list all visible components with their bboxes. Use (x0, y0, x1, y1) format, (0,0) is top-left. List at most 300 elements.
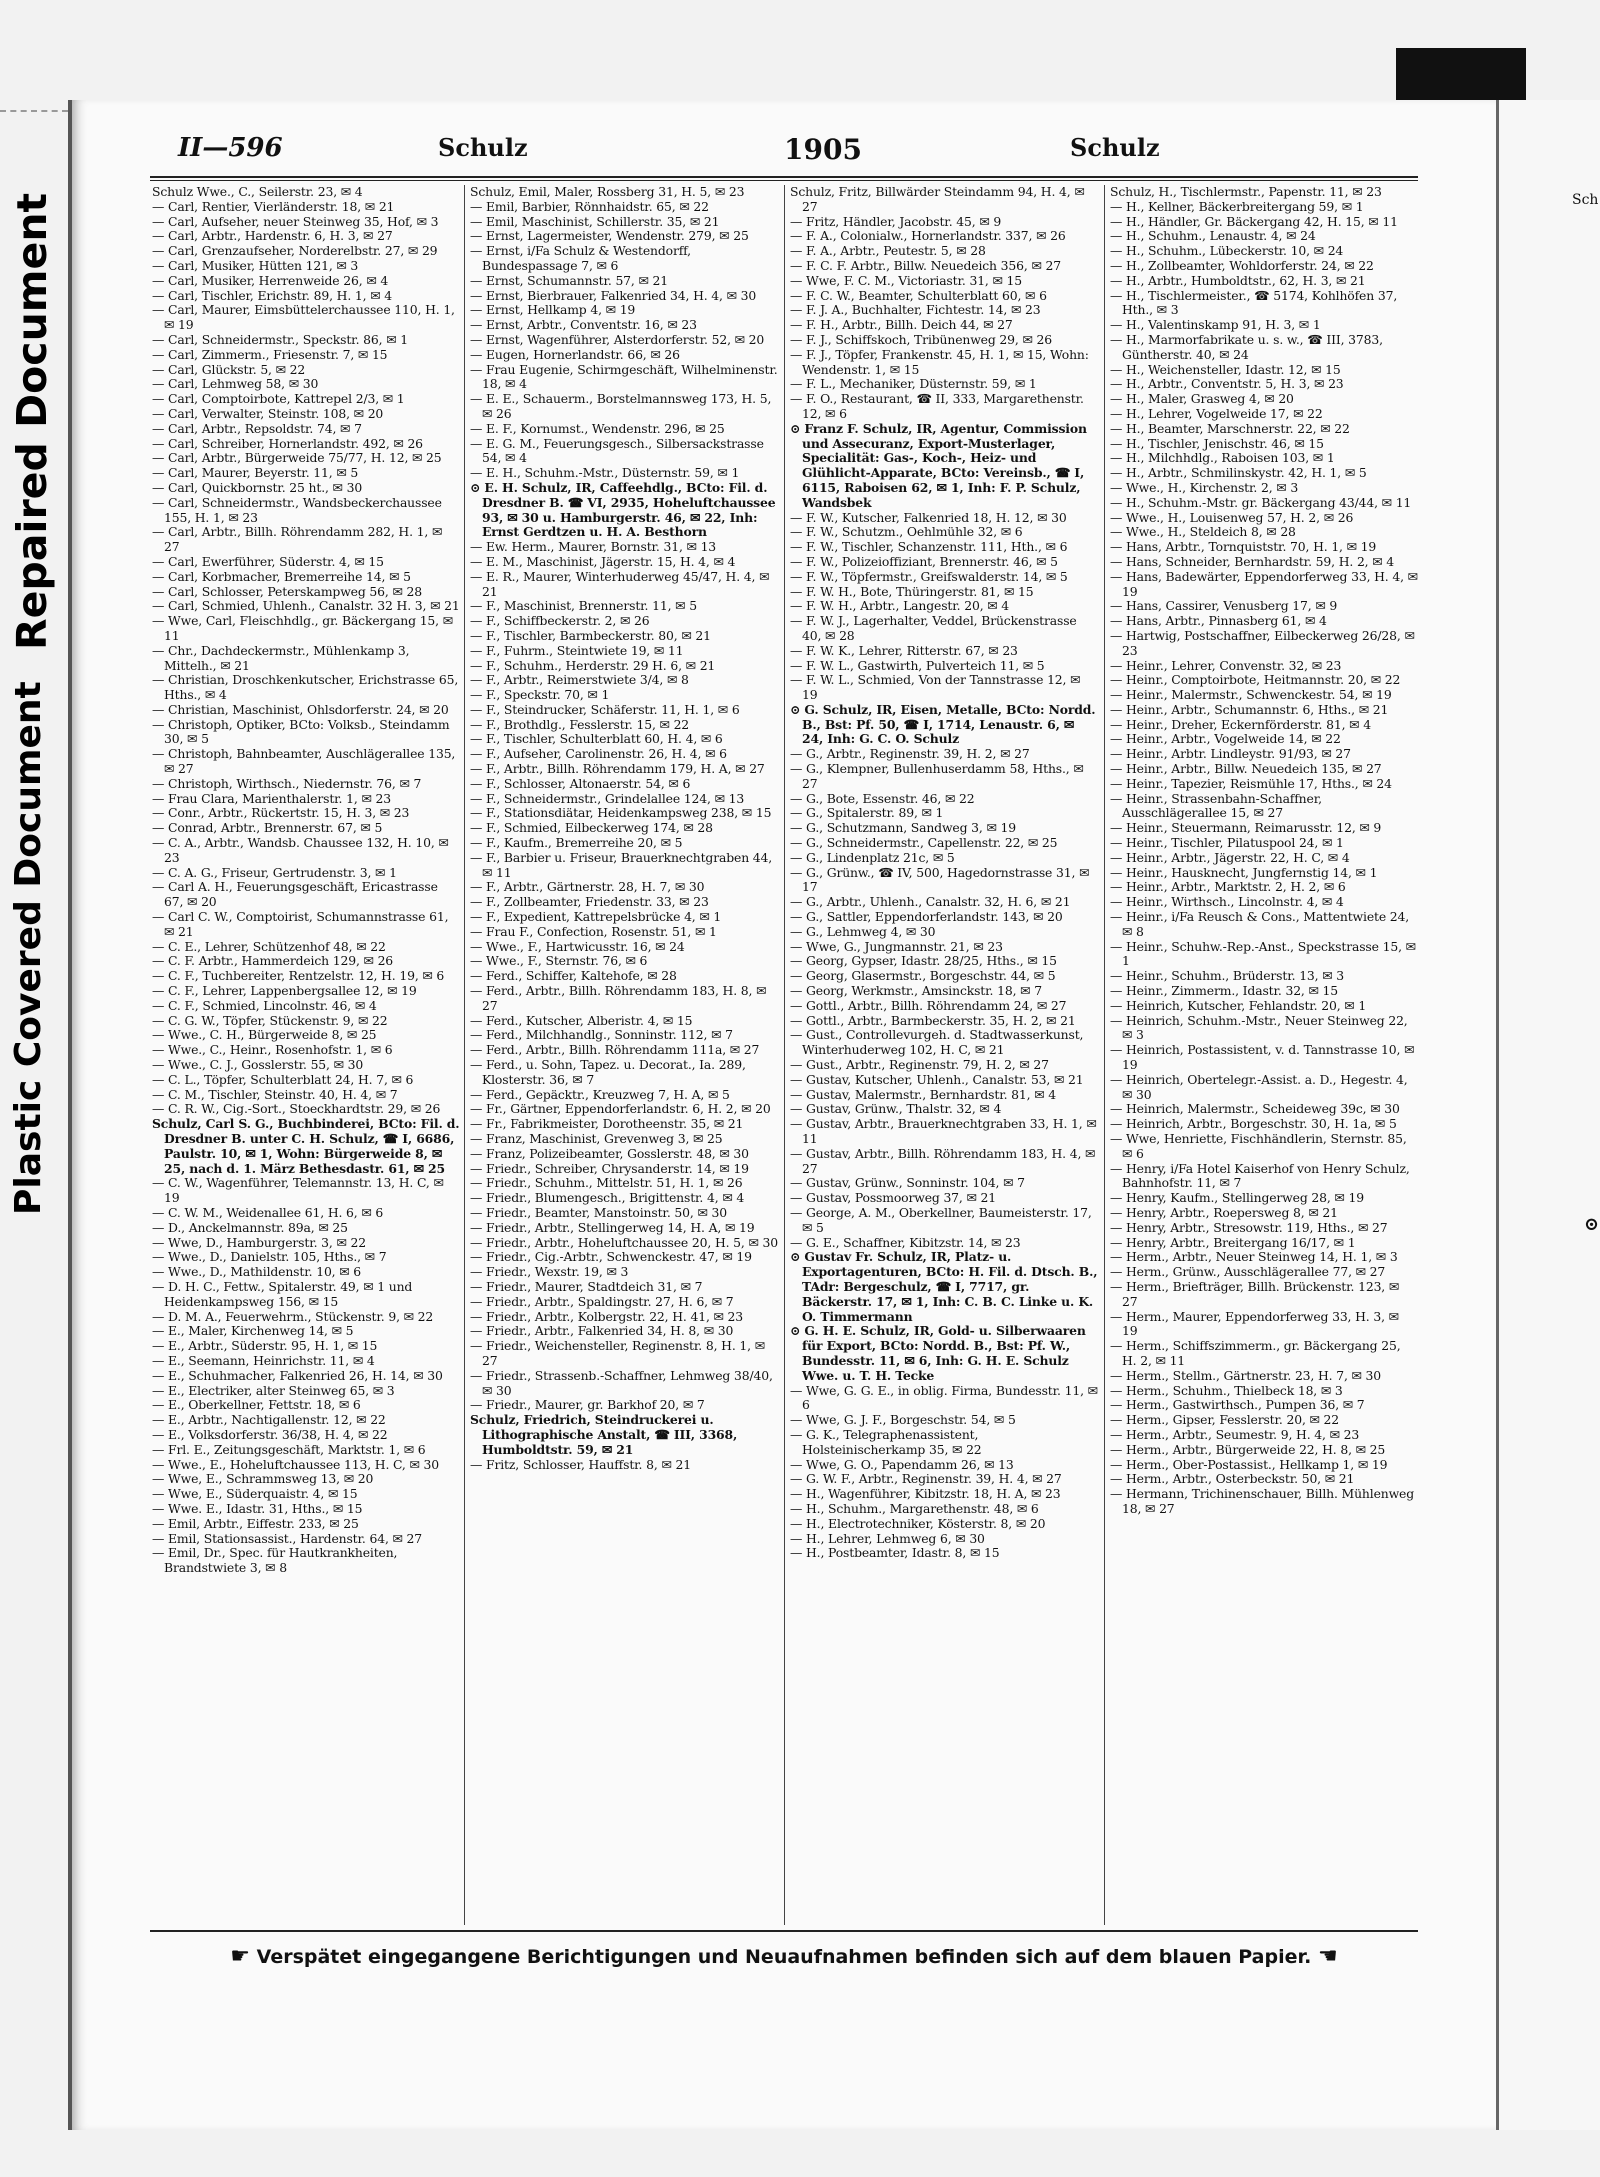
side-labels (0, 0, 70, 1250)
directory-entry: — Wwe, G. G. E., in oblig. Firma, Bundesstr. 11, ✉ 6 (790, 1382, 1098, 1413)
directory-entry: — G. K., Telegraphenassistent, Holsteinischerkamp 35, ✉ 22 (790, 1426, 982, 1457)
directory-entry: — Wwe, G., Jungmannstr. 21, ✉ 23 (790, 938, 1003, 954)
directory-entry: — F. W., Schutzm., Oehlmühle 32, ✉ 6 (790, 524, 1023, 540)
directory-entry: — E., Arbtr., Nachtigallenstr. 12, ✉ 22 (152, 1412, 386, 1428)
directory-entry: — Carl, Aufseher, neuer Steinweg 35, Hof, ✉ 3 (152, 213, 439, 229)
directory-entry: — Ferd., u. Sohn, Tapez. u. Decorat., Ia. 289, Klosterstr. 36, ✉ 7 (470, 1057, 746, 1087)
directory-entry: — Emil, Dr., Spec. für Hautkrankheiten, Brandstwiete 3, ✉ 8 (152, 1545, 398, 1576)
directory-entry: — Emil, Barbier, Rönnhaidstr. 65, ✉ 22 (470, 198, 709, 214)
directory-entry: — Wwe. E., Idastr. 31, Hths., ✉ 15 (152, 1500, 363, 1516)
directory-entry: ⊙ E. H. Schulz, IR, Caffeehdlg., BCto: Fil. d. Dresdner B. ☎ VI, 2935, Hoheluftchaussee 93, ✉ 30 u. Hamburgerstr. 46, ✉ 22, Inh: Ernst Gerdtzen u. H. A. Besthorn (470, 479, 776, 540)
directory-entry: — H., Arbtr., Conventstr. 5, H. 3, ✉ 23 (1110, 376, 1344, 392)
directory-entry: — H., Lehrer, Vogelweide 17, ✉ 22 (1110, 405, 1323, 421)
directory-entry: — Frau Clara, Marienthalerstr. 1, ✉ 23 (152, 790, 391, 806)
directory-entry: — F. W. K., Lehrer, Ritterstr. 67, ✉ 23 (790, 642, 1018, 658)
directory-entry: — Christian, Maschinist, Ohlsdorferstr. 24, ✉ 20 (152, 701, 449, 717)
directory-entry: — Hans, Arbtr., Pinnasberg 61, ✉ 4 (1110, 613, 1327, 629)
directory-entry: — Gust., Arbtr., Reginenstr. 79, H. 2, ✉ 27 (790, 1057, 1049, 1073)
directory-entry: — F. W., Töpfermstr., Greifswalderstr. 14, ✉ 5 (790, 568, 1068, 584)
directory-entry: — Gust., Controllevurgeh. d. Stadtwasserkunst, Winterhuderweg 102, H. C, ✉ 21 (790, 1027, 1084, 1058)
directory-entry: — Carl, Schreiber, Hornerlandstr. 492, ✉ 26 (152, 435, 423, 451)
next-page-heading-fragment: Sch (1572, 192, 1599, 208)
directory-entry: — F. C. F. Arbtr., Billw. Neuedeich 356, ✉ 27 (790, 257, 1061, 273)
directory-entry: — Wwe, G. O., Papendamm 26, ✉ 13 (790, 1456, 1014, 1472)
directory-entry: — Heinr., Arbtr., Jägerstr. 22, H. C, ✉ 4 (1110, 849, 1350, 865)
directory-entry: — Chr., Dachdeckermstr., Mühlenkamp 3, Mittelh., ✉ 21 (152, 642, 410, 673)
directory-entry: — Heinr., Arbtr., Vogelweide 14, ✉ 22 (1110, 731, 1341, 747)
directory-entry: — Gustav, Malermstr., Bernhardstr. 81, ✉ 4 (790, 1086, 1056, 1102)
directory-entry: — Carl, Korbmacher, Bremerreihe 14, ✉ 5 (152, 568, 411, 584)
footer-text: Verspätet eingegangene Berichtigungen und Neuaufnahmen befinden sich auf dem blauen Papier. (256, 1946, 1312, 1968)
year: 1905 (784, 133, 862, 166)
directory-entry: — C. F., Tuchbereiter, Rentzelstr. 12, H. 19, ✉ 6 (152, 968, 445, 984)
scan-dark-corner (1396, 48, 1526, 108)
directory-entry: — Friedr., Arbtr., Hoheluftchaussee 20, H. 5, ✉ 30 (470, 1234, 778, 1250)
directory-entry: — Heinr., Arbtr. Lindleystr. 91/93, ✉ 27 (1110, 746, 1351, 762)
directory-entry: — Christian, Droschkenkutscher, Erichstrasse 65, Hths., ✉ 4 (152, 672, 459, 703)
next-page-marker: ⊙ (1584, 1214, 1600, 1235)
directory-entry: — H., Electrotechniker, Kösterstr. 8, ✉ 20 (790, 1515, 1046, 1531)
directory-entry: — Eugen, Hornerlandstr. 66, ✉ 26 (470, 346, 680, 362)
directory-entry: — F., Expedient, Kattrepelsbrücke 4, ✉ 1 (470, 909, 722, 925)
directory-entry: — Friedr., Cig.-Arbtr., Schwenckestr. 47, ✉ 19 (470, 1249, 752, 1265)
directory-entry: — Ernst, Bierbrauer, Falkenried 34, H. 4, ✉ 30 (470, 287, 757, 303)
directory-entry: — Herm., Schuhm., Thielbeck 18, ✉ 3 (1110, 1382, 1343, 1398)
directory-entry: — F., Fuhrm., Steintwiete 19, ✉ 11 (470, 642, 684, 658)
directory-entry: — Conrad, Arbtr., Brennerstr. 67, ✉ 5 (152, 820, 383, 836)
directory-entry: — Heinr., Malermstr., Schwenckestr. 54, ✉ 19 (1110, 687, 1392, 703)
directory-entry: — F. J. A., Buchhalter, Fichtestr. 14, ✉ 23 (790, 302, 1041, 318)
directory-entry: — Carl A. H., Feuerungsgeschäft, Ericastrasse 67, ✉ 20 (152, 879, 438, 910)
directory-entry: — H., Weichensteller, Idastr. 12, ✉ 15 (1110, 361, 1341, 377)
directory-entry: — Carl, Rentier, Vierländerstr. 18, ✉ 21 (152, 198, 395, 214)
directory-entry: — Georg, Werkmstr., Amsinckstr. 18, ✉ 7 (790, 983, 1042, 999)
directory-entry: — Herm., Arbtr., Seumestr. 9, H. 4, ✉ 23 (1110, 1426, 1360, 1442)
directory-entry: — Carl, Comptoirbote, Kattrepel 2/3, ✉ 1 (152, 391, 405, 407)
directory-entry: — Carl, Arbtr., Repsoldstr. 74, ✉ 7 (152, 420, 362, 436)
directory-entry: — Heinrich, Arbtr., Borgeschstr. 30, H. 1a, ✉ 5 (1110, 1116, 1397, 1132)
directory-entry: — H., Schuhm., Margarethenstr. 48, ✉ 6 (790, 1500, 1039, 1516)
directory-entry: — Carl, Musiker, Hütten 121, ✉ 3 (152, 257, 359, 273)
directory-entry: — Heinr., i/Fa Reusch & Cons., Mattentwiete 24, ✉ 8 (1110, 909, 1410, 939)
directory-entry: — Hans, Schneider, Bernhardstr. 59, H. 2, ✉ 4 (1110, 553, 1395, 569)
directory-entry: — H., Arbtr., Humboldtstr., 62, H. 3, ✉ 21 (1110, 272, 1366, 288)
directory-entry: — Friedr., Wexstr. 19, ✉ 3 (470, 1264, 629, 1280)
directory-entry: ⊙ G. H. E. Schulz, IR, Gold- u. Silberwaaren für Export, BCto: Nordd. B., Bst: Pf. W., Bundesstr. 11, ✉ 6, Inh: G. H. E. Schulz Wwe. u. T. H. Tecke (790, 1323, 1086, 1383)
directory-entry: — Hans, Cassirer, Venusberg 17, ✉ 9 (1110, 598, 1338, 614)
directory-entry: — C. A. G., Friseur, Gertrudenstr. 3, ✉ 1 (152, 864, 397, 880)
directory-entry: — C. F. Arbtr., Hammerdeich 129, ✉ 26 (152, 953, 394, 969)
directory-entry: — Friedr., Blumengesch., Brigittenstr. 4, ✉ 4 (470, 1190, 745, 1206)
directory-entry: Schulz Wwe., C., Seilerstr. 23, ✉ 4 (152, 185, 363, 199)
directory-entry: — Heinr., Arbtr., Marktstr. 2, H. 2, ✉ 6 (1110, 879, 1346, 895)
directory-entry: — Herm., Grünw., Ausschlägerallee 77, ✉ 27 (1110, 1264, 1386, 1280)
directory-entry: — Carl, Quickbornstr. 25 ht., ✉ 30 (152, 479, 363, 495)
directory-entry: — Herm., Arbtr., Neuer Steinweg 14, H. 1, ✉ 3 (1110, 1249, 1398, 1265)
directory-entry: — C. F., Schmied, Lincolnstr. 46, ✉ 4 (152, 997, 377, 1013)
column-divider (464, 185, 465, 1925)
directory-entry: — E., Volksdorferstr. 36/38, H. 4, ✉ 22 (152, 1426, 388, 1442)
directory-entry: — Frau Eugenie, Schirmgeschäft, Wilhelminenstr. 18, ✉ 4 (470, 361, 778, 392)
directory-entry: — F. W. H., Bote, Thüringerstr. 81, ✉ 15 (790, 583, 1034, 599)
directory-entry: — Ferd., Kutscher, Alberistr. 4, ✉ 15 (470, 1012, 693, 1028)
directory-entry: — Wwe., H., Louisenweg 57, H. 2, ✉ 26 (1110, 509, 1354, 525)
directory-entry: — Carl, Maurer, Eimsbüttelerchaussee 110, H. 1, ✉ 19 (152, 302, 455, 333)
directory-entry: — Heinrich, Schuhm.-Mstr., Neuer Steinweg 22, ✉ 3 (1110, 1012, 1408, 1043)
directory-entry: — F., Schlosser, Altonaerstr. 54, ✉ 6 (470, 775, 691, 791)
directory-entry: — Heinr., Arbtr., Billw. Neuedeich 135, ✉ 27 (1110, 761, 1382, 777)
directory-entry: — Ferd., Milchhandlg., Sonninstr. 112, ✉ 7 (470, 1027, 733, 1043)
directory-entry: — Friedr., Schreiber, Chrysanderstr. 14, ✉ 19 (470, 1160, 749, 1176)
directory-entry: — Wwe, Carl, Fleischhdlg., gr. Bäckergang 15, ✉ 11 (152, 613, 453, 643)
directory-entry: — F. O., Restaurant, ☎ II, 333, Margarethenstr. 12, ✉ 6 (790, 391, 1084, 421)
directory-entry: — C. M., Tischler, Steinstr. 40, H. 4, ✉ 7 (152, 1086, 398, 1102)
directory-entry: — F., Zollbeamter, Friedenstr. 33, ✉ 23 (470, 894, 709, 910)
directory-entry: — G., Sattler, Eppendorferlandstr. 143, ✉ 20 (790, 909, 1063, 925)
directory-entry: — Friedr., Maurer, gr. Barkhof 20, ✉ 7 (470, 1397, 705, 1413)
directory-entry: — H., Arbtr., Schmilinskystr. 42, H. 1, ✉ 5 (1110, 465, 1367, 481)
directory-entry: — F., Steindrucker, Schäferstr. 11, H. 1, ✉ 6 (470, 701, 740, 717)
directory-entry: — Carl, Arbtr., Hardenstr. 6, H. 3, ✉ 27 (152, 228, 393, 244)
directory-entry: — George, A. M., Oberkellner, Baumeisterstr. 17, ✉ 5 (790, 1204, 1092, 1235)
directory-entry: — Wwe, G. J. F., Borgeschstr. 54, ✉ 5 (790, 1412, 1016, 1428)
directory-entry: — G., Arbtr., Uhlenh., Canalstr. 32, H. 6, ✉ 21 (790, 894, 1071, 910)
directory-entry: — F., Schmied, Eilbeckerweg 174, ✉ 28 (470, 820, 713, 836)
directory-entry: — D., Anckelmannstr. 89a, ✉ 25 (152, 1219, 348, 1235)
directory-entry: — Herm., Arbtr., Bürgerweide 22, H. 8, ✉ 25 (1110, 1441, 1386, 1457)
directory-entry: — Gottl., Arbtr., Billh. Röhrendamm 24, ✉ 27 (790, 997, 1067, 1013)
directory-entry: — H., Tischler, Jenischstr. 46, ✉ 15 (1110, 435, 1324, 451)
directory-entry: — Heinr., Zimmerm., Idastr. 32, ✉ 15 (1110, 983, 1338, 999)
column-divider (784, 185, 785, 1925)
directory-entry: — Wwe, Henriette, Fischhändlerin, Sternstr. 85, ✉ 6 (1110, 1131, 1407, 1161)
directory-entry: — Carl, Tischler, Erichstr. 89, H. 1, ✉ 4 (152, 287, 392, 303)
directory-entry: — Wwe., C. J., Gosslerstr. 55, ✉ 30 (152, 1057, 364, 1073)
directory-entry: — H., Schuhm.-Mstr. gr. Bäckergang 43/44, ✉ 11 (1110, 494, 1412, 510)
directory-entry: — Carl, Schneidermstr., Wandsbeckerchaussee 155, H. 1, ✉ 23 (152, 494, 442, 525)
directory-entry: — E. E., Schauerm., Borstelmannsweg 173, H. 5, ✉ 26 (470, 391, 772, 421)
directory-entry: — D. M. A., Feuerwehrm., Stückenstr. 9, ✉ 22 (152, 1308, 434, 1324)
plastic-covered-document-label: Plastic Covered Document (8, 681, 49, 1215)
directory-entry: — Heinrich, Malermstr., Scheideweg 39c, ✉ 30 (1110, 1101, 1400, 1117)
directory-entry: — Gottl., Arbtr., Barmbeckerstr. 35, H. 2, ✉ 21 (790, 1012, 1076, 1028)
directory-entry: — Ernst, Arbtr., Conventstr. 16, ✉ 23 (470, 317, 697, 333)
directory-entry: — Gustav, Grünw., Sonninstr. 104, ✉ 7 (790, 1175, 1025, 1191)
directory-entry: — Carl, Ewerführer, Süderstr. 4, ✉ 15 (152, 553, 384, 569)
directory-entry: — Georg, Gypser, Idastr. 28/25, Hths., ✉ 15 (790, 953, 1057, 969)
directory-entry: ⊙ G. Schulz, IR, Eisen, Metalle, BCto: Nordd. B., Bst: Pf. 50, ☎ I, 1714, Lenaustr. 6, ✉ 24, Inh: G. C. O. Schulz (790, 701, 1096, 747)
directory-entry: — Heinrich, Obertelegr.-Assist. a. D., Hegestr. 4, ✉ 30 (1110, 1071, 1408, 1102)
directory-columns (150, 185, 1418, 1925)
directory-entry: Schulz, H., Tischlermstr., Papenstr. 11, ✉ 23 (1110, 185, 1382, 199)
directory-entry: — Frl. E., Zeitungsgeschäft, Marktstr. 1, ✉ 6 (152, 1441, 426, 1457)
directory-entry: — Franz, Polizeibeamter, Gosslerstr. 48, ✉ 30 (470, 1145, 749, 1161)
directory-entry: — Herm., Arbtr., Osterbeckstr. 50, ✉ 21 (1110, 1471, 1355, 1487)
directory-entry: — E. F., Kornumst., Wendenstr. 296, ✉ 25 (470, 420, 725, 436)
directory-entry: — Wwe, E., Schrammsweg 13, ✉ 20 (152, 1471, 374, 1487)
directory-entry: — H., Zollbeamter, Wohldorferstr. 24, ✉ 22 (1110, 257, 1374, 273)
directory-entry: — Wwe., F., Hartwicusstr. 16, ✉ 24 (470, 938, 685, 954)
directory-entry: — F., Arbtr., Billh. Röhrendamm 179, H. A, ✉ 27 (470, 761, 765, 777)
running-head-right: Schulz (1070, 133, 1160, 162)
footer-note (150, 1944, 1418, 1969)
directory-entry: — Carl, Musiker, Herrenweide 26, ✉ 4 (152, 272, 389, 288)
directory-entry: — Wwe., F., Sternstr. 76, ✉ 6 (470, 953, 648, 969)
directory-entry: — F., Schuhm., Herderstr. 29 H. 6, ✉ 21 (470, 657, 716, 673)
directory-entry: — Henry, Arbtr., Breitergang 16/17, ✉ 1 (1110, 1234, 1356, 1250)
directory-entry: — H., Milchhdlg., Raboisen 103, ✉ 1 (1110, 450, 1335, 466)
directory-entry: — E., Electriker, alter Steinweg 65, ✉ 3 (152, 1382, 395, 1398)
directory-entry: — Wwe., H., Kirchenstr. 2, ✉ 3 (1110, 479, 1299, 495)
directory-entry: — Carl, Maurer, Beyerstr. 11, ✉ 5 (152, 465, 359, 481)
directory-entry: — F. L., Mechaniker, Düsternstr. 59, ✉ 1 (790, 376, 1037, 392)
directory-entry: — Friedr., Weichensteller, Reginenstr. 8, H. 1, ✉ 27 (470, 1338, 765, 1368)
directory-entry: — Friedr., Arbtr., Kolbergstr. 22, H. 41, ✉ 23 (470, 1308, 744, 1324)
directory-entry: — Ernst, i/Fa Schulz & Westendorff, Bundespassage 7, ✉ 6 (470, 243, 691, 273)
directory-entry: Schulz, Emil, Maler, Rossberg 31, H. 5, ✉ 23 (470, 185, 745, 199)
directory-entry: — Herm., Gastwirthsch., Pumpen 36, ✉ 7 (1110, 1397, 1365, 1413)
directory-entry: — Ferd., Gepäcktr., Kreuzweg 7, H. A, ✉ 5 (470, 1086, 730, 1102)
directory-entry: — Henry, Arbtr., Roepersweg 8, ✉ 21 (1110, 1204, 1338, 1220)
directory-entry: — F. A., Colonialw., Hornerlandstr. 337, ✉ 26 (790, 228, 1066, 244)
directory-entry: — G., Spitalerstr. 89, ✉ 1 (790, 805, 944, 821)
directory-entry: — G., Arbtr., Reginenstr. 39, H. 2, ✉ 27 (790, 746, 1030, 762)
directory-entry: — Fritz, Schlosser, Hauffstr. 8, ✉ 21 (470, 1456, 691, 1472)
directory-entry: — Wwe., H., Steldeich 8, ✉ 28 (1110, 524, 1296, 540)
directory-entry: — Heinrich, Kutscher, Fehlandstr. 20, ✉ 1 (1110, 997, 1367, 1013)
directory-entry: — Heinr., Lehrer, Convenstr. 32, ✉ 23 (1110, 657, 1342, 673)
directory-entry: — E., Arbtr., Süderstr. 95, H. 1, ✉ 15 (152, 1338, 378, 1354)
column-2 (470, 185, 778, 1925)
directory-entry: — E. G. M., Feuerungsgesch., Silbersackstrasse 54, ✉ 4 (470, 435, 764, 466)
directory-entry: — Hermann, Trichinenschauer, Billh. Mühlenweg 18, ✉ 27 (1110, 1486, 1415, 1516)
directory-entry: — C. L., Töpfer, Schulterblatt 24, H. 7, ✉ 6 (152, 1071, 414, 1087)
directory-entry: — F., Maschinist, Brennerstr. 11, ✉ 5 (470, 598, 697, 614)
directory-entry: — G., Schutzmann, Sandweg 3, ✉ 19 (790, 820, 1016, 836)
directory-entry: — Ernst, Schumannstr. 57, ✉ 21 (470, 272, 668, 288)
directory-entry: — Gustav, Kutscher, Uhlenh., Canalstr. 53, ✉ 21 (790, 1071, 1084, 1087)
directory-entry: — Friedr., Arbtr., Spaldingstr. 27, H. 6, ✉ 7 (470, 1293, 734, 1309)
directory-entry: — Carl, Arbtr., Billh. Röhrendamm 282, H. 1, ✉ 27 (152, 524, 443, 555)
directory-entry: — Herm., Briefträger, Billh. Brückenstr. 123, ✉ 27 (1110, 1278, 1400, 1309)
directory-entry: — E., Oberkellner, Fettstr. 18, ✉ 6 (152, 1397, 361, 1413)
directory-entry: — F., Speckstr. 70, ✉ 1 (470, 687, 610, 703)
directory-entry: — Heinr., Comptoirbote, Heitmannstr. 20, ✉ 22 (1110, 672, 1401, 688)
directory-entry: ⊙ Gustav Fr. Schulz, IR, Platz- u. Exportagenturen, BCto: H. Fil. d. Dtsch. B., TAdr: Bergeschulz, ☎ I, 7717, gr. Bäckerstr. 17, ✉ 1, Inh: C. B. C. Linke u. K. O. Timmermann (790, 1249, 1098, 1324)
directory-entry: — G., Schneidermstr., Capellenstr. 22, ✉ 25 (790, 835, 1058, 851)
directory-entry: — Wwe., C. H., Bürgerweide 8, ✉ 25 (152, 1027, 377, 1043)
directory-entry: — F., Aufseher, Carolinenstr. 26, H. 4, ✉ 6 (470, 746, 727, 762)
repaired-document-label: Repaired Document (8, 192, 56, 650)
directory-entry: — H., Marmorfabrikate u. s. w., ☎ III, 3783, Güntherstr. 40, ✉ 24 (1110, 331, 1383, 362)
directory-entry: — Emil, Arbtr., Eiffestr. 233, ✉ 25 (152, 1515, 359, 1531)
directory-entry: — Gustav, Arbtr., Brauerknechtgraben 33, H. 1, ✉ 11 (790, 1116, 1097, 1146)
directory-entry: — E., Schuhmacher, Falkenried 26, H. 14, ✉ 30 (152, 1367, 443, 1383)
directory-entry: — F. J., Töpfer, Frankenstr. 45, H. 1, ✉ 15, Wohn: Wendenstr. 1, ✉ 15 (790, 346, 1089, 377)
directory-entry: — F. W. H., Arbtr., Langestr. 20, ✉ 4 (790, 598, 1010, 614)
directory-entry: — Heinr., Schuhm., Brüderstr. 13, ✉ 3 (1110, 968, 1344, 984)
directory-entry: — Fritz, Händler, Jacobstr. 45, ✉ 9 (790, 213, 1002, 229)
directory-entry: — Friedr., Strassenb.-Schaffner, Lehmweg 38/40, ✉ 30 (470, 1367, 773, 1398)
directory-entry: — H., Schuhm., Lübeckerstr. 10, ✉ 24 (1110, 243, 1344, 259)
directory-entry: — Heinr., Steuermann, Reimarusstr. 12, ✉ 9 (1110, 820, 1382, 836)
directory-entry: — Carl, Schneidermstr., Speckstr. 86, ✉ 1 (152, 331, 408, 347)
directory-entry: — H., Schuhm., Lenaustr. 4, ✉ 24 (1110, 228, 1316, 244)
pointing-hand-icon: ☚ (1317, 1944, 1338, 1969)
directory-entry: — E., Seemann, Heinrichstr. 11, ✉ 4 (152, 1352, 375, 1368)
directory-entry: — F., Tischler, Schulterblatt 60, H. 4, ✉ 6 (470, 731, 723, 747)
directory-entry: — Herm., Schiffszimmerm., gr. Bäckergang 25, H. 2, ✉ 11 (1110, 1338, 1401, 1368)
directory-entry: — C. G. W., Töpfer, Stückenstr. 9, ✉ 22 (152, 1012, 388, 1028)
directory-entry: — Ernst, Wagenführer, Alsterdorferstr. 52, ✉ 20 (470, 331, 765, 347)
directory-entry: — H., Tischlermeister., ☎ 5174, Kohlhöfen 37, Hth., ✉ 3 (1110, 287, 1398, 318)
directory-entry: — F., Brothdlg., Fesslerstr. 15, ✉ 22 (470, 716, 690, 732)
directory-entry: — E., Maler, Kirchenweg 14, ✉ 5 (152, 1323, 354, 1339)
directory-entry: — H., Valentinskamp 91, H. 3, ✉ 1 (1110, 317, 1321, 333)
directory-entry: — Hans, Arbtr., Tornquiststr. 70, H. 1, ✉ 19 (1110, 539, 1377, 555)
directory-entry: — Wwe., E., Hoheluftchaussee 113, H. C, ✉ 30 (152, 1456, 439, 1472)
directory-entry: — E. R., Maurer, Winterhuderweg 45/47, H. 4, ✉ 21 (470, 568, 770, 599)
next-page-edge (1496, 100, 1600, 2130)
directory-entry: — F., Barbier u. Friseur, Brauerknechtgraben 44, ✉ 11 (470, 849, 773, 880)
directory-entry: — Emil, Maschinist, Schillerstr. 35, ✉ 21 (470, 213, 720, 229)
directory-entry: — G., Lehmweg 4, ✉ 30 (790, 923, 936, 939)
directory-entry: — F., Kaufm., Bremerreihe 20, ✉ 5 (470, 835, 683, 851)
directory-entry: — Carl, Grenzaufseher, Norderelbstr. 27, ✉ 29 (152, 243, 438, 259)
directory-entry: — Gustav, Arbtr., Billh. Röhrendamm 183, H. 4, ✉ 27 (790, 1145, 1096, 1176)
directory-entry: — H., Kellner, Bäckerbreitergang 59, ✉ 1 (1110, 198, 1364, 214)
directory-entry: — F. W. L., Schmied, Von der Tannstrasse 12, ✉ 19 (790, 672, 1081, 703)
directory-entry: — Christoph, Bahnbeamter, Auschlägerallee 135, ✉ 27 (152, 746, 456, 777)
column-3 (790, 185, 1098, 1925)
directory-entry: — F. W. J., Lagerhalter, Veddel, Brückenstrasse 40, ✉ 28 (790, 613, 1077, 643)
directory-entry: — Heinrich, Postassistent, v. d. Tannstrasse 10, ✉ 19 (1110, 1042, 1415, 1073)
directory-entry: — Heinr., Schuhw.-Rep.-Anst., Speckstrasse 15, ✉ 1 (1110, 938, 1416, 969)
page-header (170, 133, 1420, 173)
directory-entry: — E. M., Maschinist, Jägerstr. 15, H. 4, ✉ 4 (470, 553, 736, 569)
directory-entry: — Heinr., Tischler, Pilatuspool 24, ✉ 1 (1110, 835, 1344, 851)
directory-entry: — H., Wagenführer, Kibitzstr. 18, H. A, ✉ 23 (790, 1486, 1061, 1502)
directory-entry: — Ferd., Schiffer, Kaltehofe, ✉ 28 (470, 968, 677, 984)
directory-entry: ⊙ Franz F. Schulz, IR, Agentur, Commission und Assecuranz, Export-Musterlager, Specialität: Gas-, Koch-, Heiz- und Glühlicht-Apparate, BCto: Vereinsb., ☎ I, 6115, Raboisen 62, ✉ 1, Inh: F. P. Schulz, Wandsbek (790, 420, 1087, 510)
directory-entry: Schulz, Friedrich, Steindruckerei u. Lithographische Anstalt, ☎ III, 3368, Humboldtstr. 59, ✉ 21 (470, 1412, 738, 1457)
directory-entry: — Emil, Stationsassist., Hardenstr. 64, ✉ 27 (152, 1530, 423, 1546)
directory-entry: — Fr., Gärtner, Eppendorferlandstr. 6, H. 2, ✉ 20 (470, 1101, 771, 1117)
directory-entry: — F. W., Kutscher, Falkenried 18, H. 12, ✉ 30 (790, 509, 1067, 525)
directory-entry: — Herm., Stellm., Gärtnerstr. 23, H. 7, ✉ 30 (1110, 1367, 1382, 1383)
directory-entry: — Wwe, F. C. M., Victoriastr. 31, ✉ 15 (790, 272, 1022, 288)
directory-entry: — F. W. L., Gastwirth, Pulverteich 11, ✉ 5 (790, 657, 1045, 673)
header-rule (150, 176, 1418, 178)
directory-entry: — H., Maler, Grasweg 4, ✉ 20 (1110, 391, 1294, 407)
dash-rule (0, 110, 68, 112)
directory-entry: Schulz, Fritz, Billwärder Steindamm 94, H. 4, ✉ 27 (790, 185, 1085, 214)
directory-entry: — Wwe., C., Heinr., Rosenhofstr. 1, ✉ 6 (152, 1042, 393, 1058)
directory-entry: — Herm., Maurer, Eppendorferweg 33, H. 3, ✉ 19 (1110, 1308, 1399, 1339)
directory-entry: — Wwe., D., Mathildenstr. 10, ✉ 6 (152, 1264, 362, 1280)
directory-entry: — Wwe, D., Hamburgerstr. 3, ✉ 22 (152, 1234, 366, 1250)
directory-entry: — F. C. W., Beamter, Schulterblatt 60, ✉ 6 (790, 287, 1047, 303)
directory-entry: — Gustav, Possmoorweg 37, ✉ 21 (790, 1190, 996, 1206)
directory-entry: — H., Postbeamter, Idastr. 8, ✉ 15 (790, 1545, 1000, 1561)
directory-entry: — Franz, Maschinist, Grevenweg 3, ✉ 25 (470, 1131, 723, 1146)
directory-entry: — H., Händler, Gr. Bäckergang 42, H. 15, ✉ 11 (1110, 213, 1398, 229)
footer-rule (150, 1930, 1418, 1932)
directory-entry: — Christoph, Wirthsch., Niedernstr. 76, ✉ 7 (152, 775, 422, 791)
directory-entry: — C. W., Wagenführer, Telemannstr. 13, H. C, ✉ 19 (152, 1175, 444, 1206)
directory-entry: — Friedr., Arbtr., Stellingerweg 14, H. A, ✉ 19 (470, 1219, 755, 1235)
directory-entry: — Henry, Kaufm., Stellingerweg 28, ✉ 19 (1110, 1190, 1364, 1206)
directory-entry: — Heinr., Tapezier, Reismühle 17, Hths., ✉ 24 (1110, 775, 1392, 791)
directory-entry: — Ferd., Arbtr., Billh. Röhrendamm 111a, ✉ 27 (470, 1042, 760, 1058)
directory-entry: — Wwe, E., Süderquaistr. 4, ✉ 15 (152, 1486, 358, 1502)
column-divider (1104, 185, 1105, 1925)
directory-entry: — Carl, Schlosser, Peterskampweg 56, ✉ 28 (152, 583, 422, 599)
directory-entry: — Friedr., Arbtr., Falkenried 34, H. 8, ✉ 30 (470, 1323, 734, 1339)
directory-entry: — G. W. F., Arbtr., Reginenstr. 39, H. 4, ✉ 27 (790, 1471, 1062, 1487)
directory-entry: — Conr., Arbtr., Rückertstr. 15, H. 3, ✉ 23 (152, 805, 410, 821)
directory-entry: — Carl, Verwalter, Steinstr. 108, ✉ 20 (152, 405, 384, 421)
directory-entry: — F. W., Polizeioffiziant, Brennerstr. 46, ✉ 5 (790, 553, 1058, 569)
directory-entry: Schulz, Carl S. G., Buchbinderei, BCto: Fil. d. Dresdner B. unter C. H. Schulz, ☎ I, 6686, Paulstr. 10, ✉ 1, Wohn: Bürgerweide 8, ✉ 25, nach d. 1. März Bethesdastr. 61, ✉ 25 (152, 1116, 460, 1176)
directory-entry: — Hans, Badewärter, Eppendorferweg 33, H. 4, ✉ 19 (1110, 568, 1418, 599)
directory-entry: — F., Schneidermstr., Grindelallee 124, ✉ 13 (470, 790, 745, 806)
directory-entry: — G., Klempner, Bullenhuserdamm 58, Hths., ✉ 27 (790, 761, 1084, 791)
column-1 (152, 185, 460, 1925)
directory-entry: — Heinr., Dreher, Eckernförderstr. 81, ✉ 4 (1110, 716, 1371, 732)
directory-entry: — Frau F., Confection, Rosenstr. 51, ✉ 1 (470, 923, 717, 939)
directory-entry: — C. R. W., Cig.-Sort., Stoeckhardtstr. 29, ✉ 26 (152, 1101, 441, 1117)
directory-entry: — Friedr., Beamter, Manstoinstr. 50, ✉ 30 (470, 1204, 727, 1220)
directory-entry: — C. F., Lehrer, Lappenbergsallee 12, ✉ 19 (152, 983, 417, 999)
column-4 (1110, 185, 1418, 1925)
directory-entry: — Ferd., Arbtr., Billh. Röhrendamm 183, H. 8, ✉ 27 (470, 983, 767, 1013)
directory-entry: — F. J., Schiffskoch, Tribünenweg 29, ✉ 26 (790, 331, 1052, 347)
directory-entry: — H., Lehrer, Lehmweg 6, ✉ 30 (790, 1530, 985, 1546)
directory-entry: — Christoph, Optiker, BCto: Volksb., Steindamm 30, ✉ 5 (152, 716, 450, 747)
directory-entry: — F., Stationsdiätar, Heidenkampsweg 238, ✉ 15 (470, 805, 772, 821)
directory-entry: — Hartwig, Postschaffner, Eilbeckerweg 26/28, ✉ 23 (1110, 627, 1415, 658)
directory-entry: — H., Beamter, Marschnerstr. 22, ✉ 22 (1110, 420, 1350, 436)
running-head-left: Schulz (438, 133, 528, 162)
directory-entry: — F., Arbtr., Gärtnerstr. 28, H. 7, ✉ 30 (470, 879, 705, 895)
directory-entry: — G., Lindenplatz 21c, ✉ 5 (790, 849, 955, 865)
directory-entry: — Ernst, Lagermeister, Wendenstr. 279, ✉ 25 (470, 228, 749, 244)
directory-entry: — Carl, Schmied, Uhlenh., Canalstr. 32 H. 3, ✉ 21 (152, 598, 460, 614)
directory-entry: — F. A., Arbtr., Peutestr. 5, ✉ 28 (790, 243, 986, 259)
directory-entry: — D. H. C., Fettw., Spitalerstr. 49, ✉ 1 und Heidenkampsweg 156, ✉ 15 (152, 1278, 413, 1309)
directory-entry: — Georg, Glasermstr., Borgeschstr. 44, ✉ 5 (790, 968, 1056, 984)
directory-entry: — Heinr., Hausknecht, Jungfernstig 14, ✉ 1 (1110, 864, 1378, 880)
directory-entry: — F., Tischler, Barmbeckerstr. 80, ✉ 21 (470, 627, 711, 643)
directory-entry: — G., Grünw., ☎ IV, 500, Hagedornstrasse 31, ✉ 17 (790, 864, 1090, 895)
directory-entry: — F. H., Arbtr., Billh. Deich 44, ✉ 27 (790, 317, 1013, 333)
directory-entry: — Carl C. W., Comptoirist, Schumannstrasse 61, ✉ 21 (152, 909, 449, 939)
header-rule-thin (150, 180, 1418, 181)
directory-entry: — Henry, i/Fa Hotel Kaiserhof von Henry Schulz, Bahnhofstr. 11, ✉ 7 (1110, 1160, 1410, 1191)
directory-entry: — C. E., Lehrer, Schützenhof 48, ✉ 22 (152, 938, 386, 954)
pointing-hand-icon: ☛ (230, 1944, 251, 1969)
directory-entry: — F., Arbtr., Reimerstwiete 3/4, ✉ 8 (470, 672, 689, 688)
directory-entry: — Wwe., D., Danielstr. 105, Hths., ✉ 7 (152, 1249, 387, 1265)
directory-entry: — Herm., Gipser, Fesslerstr. 20, ✉ 22 (1110, 1412, 1340, 1428)
directory-entry: — Carl, Arbtr., Bürgerweide 75/77, H. 12, ✉ 25 (152, 450, 442, 466)
directory-entry: — Ew. Herm., Maurer, Bornstr. 31, ✉ 13 (470, 539, 717, 555)
directory-entry: — F. W., Tischler, Schanzenstr. 111, Hth., ✉ 6 (790, 539, 1068, 555)
directory-entry: — Henry, Arbtr., Stresowstr. 119, Hths., ✉ 27 (1110, 1219, 1388, 1235)
page-number: II—596 (178, 133, 283, 163)
directory-entry: — C. A., Arbtr., Wandsb. Chaussee 132, H. 10, ✉ 23 (152, 835, 449, 865)
